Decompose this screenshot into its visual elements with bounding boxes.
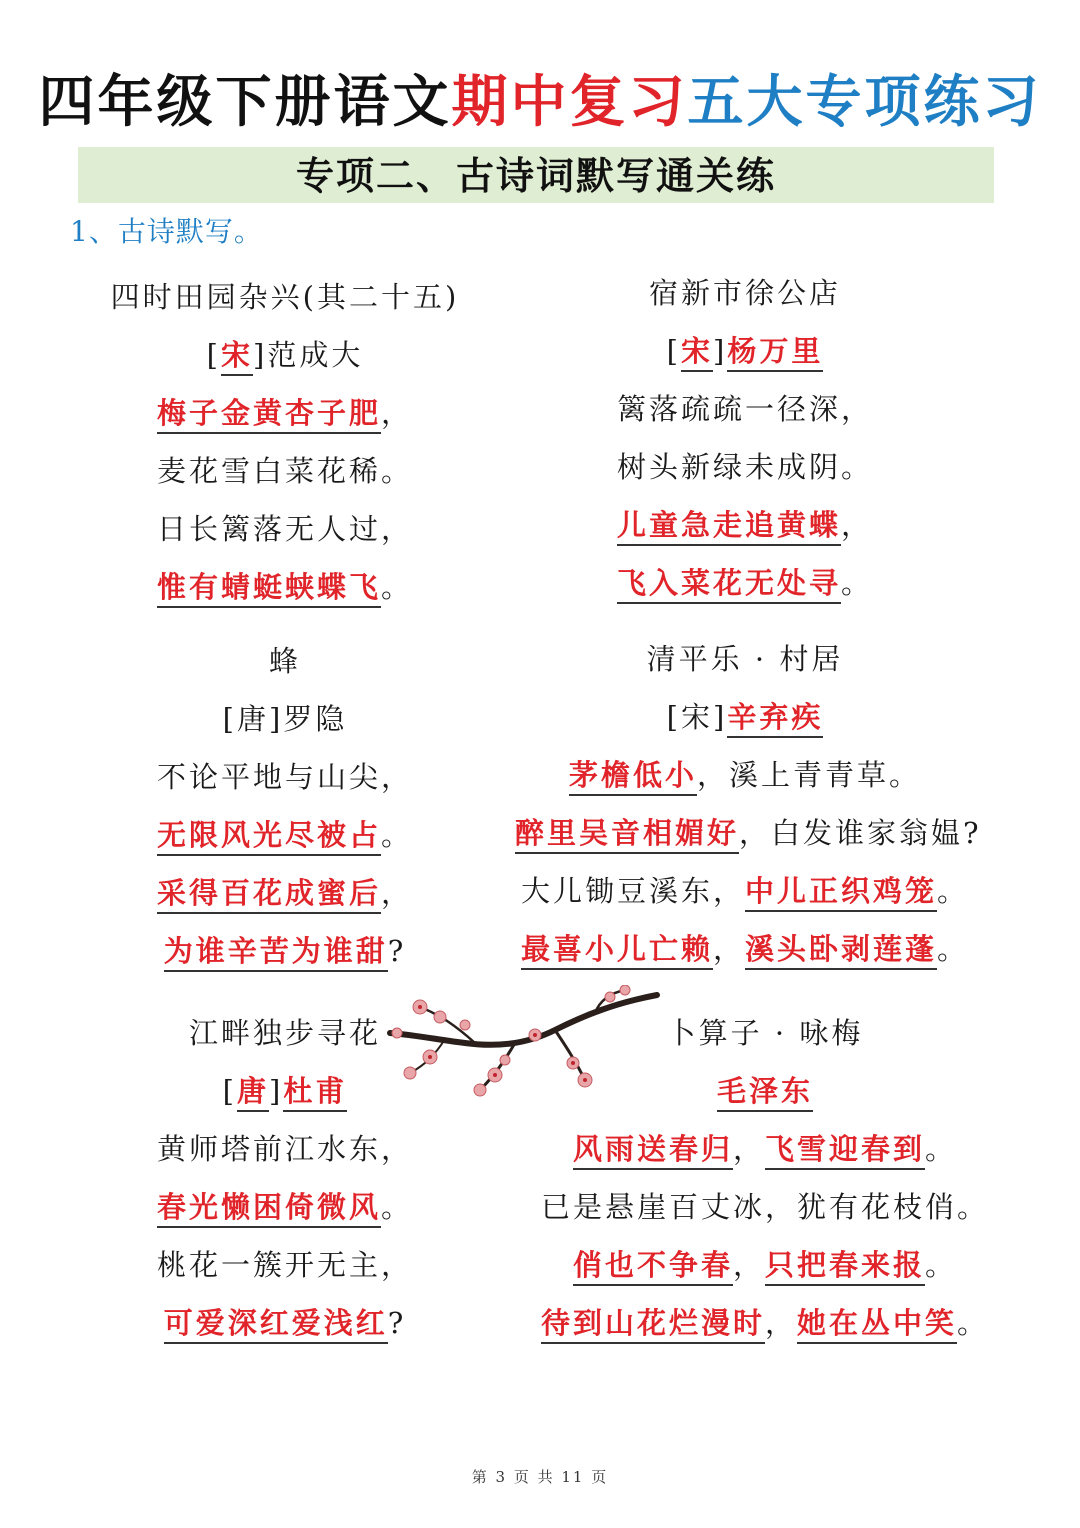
- answer-blank: 待到山花烂漫时: [541, 1306, 765, 1344]
- answer-blank: 只把春来报: [765, 1248, 925, 1286]
- answer-blank: 惟有蜻蜓蛱蝶飞: [157, 570, 381, 608]
- answer-blank: 她在丛中笑: [797, 1306, 957, 1344]
- dynasty: 宋: [681, 334, 713, 372]
- poem-line: 不论平地与山尖，: [156, 760, 413, 794]
- poem-line: [55, 1294, 515, 1352]
- text: ，溪上青青草。: [697, 758, 922, 792]
- punct: ，: [381, 396, 414, 430]
- poem-card: [55, 268, 515, 616]
- dynasty-open: [: [666, 334, 681, 368]
- title-part-2: 期中复习: [451, 69, 688, 135]
- poem-line: [515, 804, 982, 862]
- answer-blank: 最喜小儿亡赖: [521, 932, 713, 970]
- punct: ，: [381, 876, 414, 910]
- poem-author-line: [55, 690, 515, 748]
- dynasty-close: ]: [253, 338, 268, 372]
- punct: ?: [387, 1306, 407, 1340]
- punct: ，: [732, 1248, 765, 1282]
- question-heading: 1、古诗默写。: [70, 215, 263, 248]
- punct: ?: [387, 934, 407, 968]
- poem-line: 桃花一簇开无主，: [156, 1248, 413, 1282]
- page-title: [0, 70, 1080, 134]
- poem-line: 麦花雪白菜花稀。: [156, 454, 413, 488]
- answer-blank: 春光懒困倚微风: [157, 1190, 381, 1228]
- answer-blank: 中儿正织鸡笼: [745, 874, 937, 912]
- poem-line: [515, 554, 975, 612]
- punct: ，: [732, 1132, 765, 1166]
- punct: ，: [712, 932, 745, 966]
- poem-line: [535, 1236, 995, 1294]
- poem-title: 江畔独步寻花: [188, 1016, 381, 1050]
- punct: 。: [381, 570, 414, 604]
- poem-author-line: [55, 1062, 515, 1120]
- punct: ，: [764, 1306, 797, 1340]
- poem-line: [535, 1120, 995, 1178]
- author: 杨万里: [727, 334, 823, 372]
- poem-author-line: [55, 326, 515, 384]
- poem-author-line: [515, 322, 975, 380]
- punct: 。: [381, 1190, 414, 1224]
- poem-line: 树头新绿未成阴。: [616, 450, 873, 484]
- poem-line: 已是悬崖百丈冰，犹有花枝俏。: [540, 1190, 989, 1224]
- author: 辛弃疾: [727, 700, 823, 738]
- poem-line: [55, 1178, 515, 1236]
- dynasty-open: [: [222, 1074, 237, 1108]
- section-heading: 专项二、古诗词默写通关练: [78, 147, 994, 203]
- poem-line: [55, 922, 515, 980]
- poem-line: [55, 864, 515, 922]
- poem-title: 清平乐 · 村居: [646, 642, 844, 676]
- dynasty-close: ]: [713, 700, 728, 734]
- punct: 。: [937, 874, 970, 908]
- answer-blank: 可爱深红爱浅红: [164, 1306, 388, 1344]
- poem-author-line: [515, 688, 975, 746]
- punct: 。: [841, 566, 874, 600]
- poem-card: [515, 630, 982, 978]
- dynasty-open: [: [666, 700, 681, 734]
- dynasty-close: ]: [713, 334, 728, 368]
- dynasty-close: ]: [269, 702, 284, 736]
- answer-blank: 茅檐低小: [569, 758, 697, 796]
- answer-blank: 醉里吴音相媚好: [515, 816, 739, 854]
- text: ，白发谁家翁媪?: [739, 816, 982, 850]
- poem-card: [55, 632, 515, 980]
- poem-card: [55, 1004, 515, 1352]
- poem-line: [515, 496, 975, 554]
- answer-blank: 梅子金黄杏子肥: [157, 396, 381, 434]
- poem-title: 蜂: [268, 644, 301, 678]
- answer-blank: 俏也不争春: [573, 1248, 733, 1286]
- author: 杜甫: [283, 1074, 347, 1112]
- poem-line: 日长篱落无人过，: [156, 512, 413, 546]
- answer-blank: 无限风光尽被占: [157, 818, 381, 856]
- poem-line: 黄师塔前江水东，: [156, 1132, 413, 1166]
- dynasty: 宋: [221, 338, 253, 376]
- punct: 。: [925, 1248, 958, 1282]
- page-footer: 第 3 页 共 11 页: [471, 1468, 609, 1486]
- author: 范成大: [267, 338, 364, 372]
- title-part-1: 四年级下册语文: [38, 69, 452, 135]
- poem-line: [535, 1294, 995, 1352]
- answer-blank: 飞雪迎春到: [765, 1132, 925, 1170]
- answer-blank: 儿童急走追黄蝶: [617, 508, 841, 546]
- punct: ，: [841, 508, 874, 542]
- punct: 。: [957, 1306, 990, 1340]
- dynasty: 唐: [237, 1074, 269, 1112]
- poem-title: 四时田园杂兴(其二十五): [110, 280, 460, 314]
- poem-card: [535, 1004, 995, 1352]
- answer-blank: 飞入菜花无处寻: [617, 566, 841, 604]
- poem-title: 卜算子 · 咏梅: [666, 1016, 864, 1050]
- poem-line: [515, 862, 975, 920]
- punct: 。: [925, 1132, 958, 1166]
- poem-author-line: [535, 1062, 995, 1120]
- poem-title: 宿新市徐公店: [648, 276, 841, 310]
- author: 罗隐: [283, 702, 348, 736]
- title-part-3: 五大专项练习: [687, 69, 1042, 135]
- poem-line: [55, 384, 515, 442]
- answer-blank: 风雨送春归: [573, 1132, 733, 1170]
- dynasty-close: ]: [269, 1074, 284, 1108]
- poem-line: [515, 920, 975, 978]
- author: 毛泽东: [717, 1074, 813, 1112]
- answer-blank: 溪头卧剥莲蓬: [745, 932, 937, 970]
- poem-card: [515, 264, 975, 612]
- dynasty-open: [: [222, 702, 237, 736]
- punct: 。: [937, 932, 970, 966]
- poem-line: [515, 746, 975, 804]
- answer-blank: 为谁辛苦为谁甜: [164, 934, 388, 972]
- text: 大儿锄豆溪东，: [520, 874, 745, 908]
- dynasty: 宋: [680, 700, 713, 734]
- answer-blank: 采得百花成蜜后: [157, 876, 381, 914]
- dynasty-open: [: [206, 338, 221, 372]
- poem-line: [55, 806, 515, 864]
- dynasty: 唐: [236, 702, 269, 736]
- poem-line: 篱落疏疏一径深，: [616, 392, 873, 426]
- poem-line: [55, 558, 515, 616]
- punct: 。: [381, 818, 414, 852]
